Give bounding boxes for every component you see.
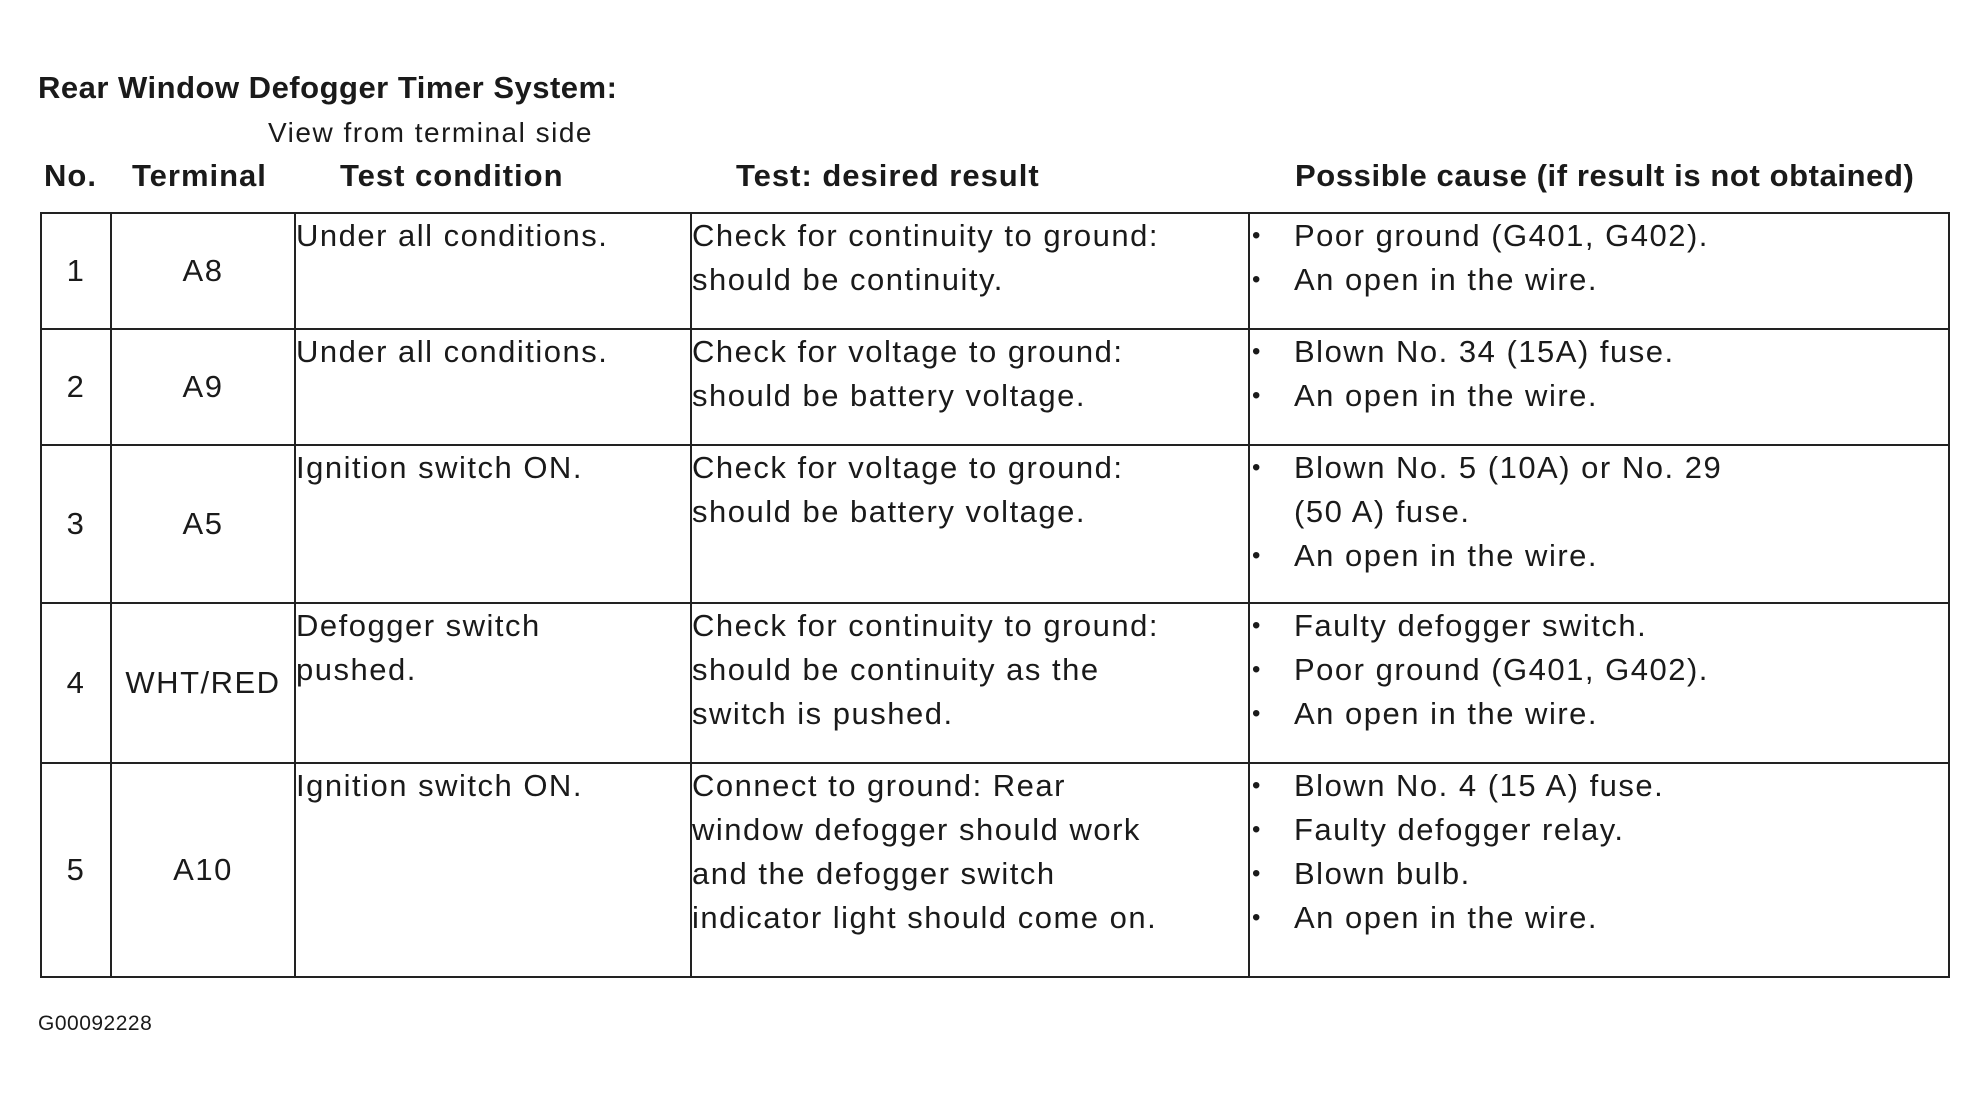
figure-id: G00092228 (38, 1012, 153, 1035)
bullet-icon: • (1252, 382, 1262, 409)
cause-text: An open in the wire. (1294, 696, 1599, 731)
cause-text: Blown bulb. (1294, 856, 1471, 891)
cause-item (1250, 446, 1948, 534)
header-possible-cause: Possible cause (if result is not obtained) (1295, 158, 1915, 193)
possible-cause-cell (1249, 445, 1949, 603)
test-condition-cell: Defogger switch pushed. (295, 603, 691, 763)
test-condition-cell: Ignition switch ON. (295, 445, 691, 603)
cause-item (1250, 852, 1948, 896)
cause-item (1250, 258, 1948, 302)
cause-text: Blown No. 5 (10A) or No. 29 (50 A) fuse. (1294, 450, 1723, 529)
bullet-icon: • (1252, 772, 1262, 799)
bullet-icon: • (1252, 860, 1262, 887)
cause-list (1250, 446, 1948, 578)
cause-item (1250, 648, 1948, 692)
cause-text: An open in the wire. (1294, 378, 1599, 413)
bullet-icon: • (1252, 266, 1262, 293)
header-desired-result: Test: desired result (736, 158, 1040, 193)
cause-item (1250, 604, 1948, 648)
cause-list (1250, 764, 1948, 940)
bullet-icon: • (1252, 656, 1262, 683)
possible-cause-cell (1249, 763, 1949, 977)
cause-item (1250, 214, 1948, 258)
cause-text: An open in the wire. (1294, 538, 1599, 573)
terminal-cell: WHT/RED (111, 603, 295, 763)
terminal-cell: A10 (111, 763, 295, 977)
row-number: 5 (41, 763, 111, 977)
cause-list (1250, 330, 1948, 418)
test-condition-cell: Under all conditions. (295, 213, 691, 329)
terminal-cell: A9 (111, 329, 295, 445)
cause-item (1250, 692, 1948, 736)
cause-list (1250, 604, 1948, 736)
cause-item (1250, 808, 1948, 852)
desired-result-cell: Check for continuity to ground: should be continuity as the switch is pushed. (691, 603, 1249, 763)
desired-result-cell: Check for voltage to ground: should be battery voltage. (691, 445, 1249, 603)
bullet-icon: • (1252, 612, 1262, 639)
cause-item (1250, 374, 1948, 418)
test-table (40, 212, 1950, 978)
row-number: 2 (41, 329, 111, 445)
cause-text: Faulty defogger switch. (1294, 608, 1648, 643)
possible-cause-cell (1249, 329, 1949, 445)
row-number: 3 (41, 445, 111, 603)
cause-text: Blown No. 34 (15A) fuse. (1294, 334, 1675, 369)
bullet-icon: • (1252, 338, 1262, 365)
header-terminal: Terminal (132, 158, 267, 193)
cause-text: Poor ground (G401, G402). (1294, 218, 1709, 253)
cause-item (1250, 330, 1948, 374)
terminal-cell: A8 (111, 213, 295, 329)
possible-cause-cell (1249, 603, 1949, 763)
desired-result-cell: Check for voltage to ground: should be battery voltage. (691, 329, 1249, 445)
table-row (41, 763, 1949, 977)
bullet-icon: • (1252, 904, 1262, 931)
row-number: 1 (41, 213, 111, 329)
cause-text: An open in the wire. (1294, 262, 1599, 297)
table-row (41, 445, 1949, 603)
header-no: No. (44, 158, 97, 193)
cause-text: Blown No. 4 (15 A) fuse. (1294, 768, 1665, 803)
cause-text: Poor ground (G401, G402). (1294, 652, 1709, 687)
table-row (41, 603, 1949, 763)
terminal-cell: A5 (111, 445, 295, 603)
cause-list (1250, 214, 1948, 302)
desired-result-cell: Connect to ground: Rear window defogger should work and the defogger switch indicator light should come on. (691, 763, 1249, 977)
cause-text: Faulty defogger relay. (1294, 812, 1625, 847)
view-note: View from terminal side (268, 117, 593, 148)
cause-text: An open in the wire. (1294, 900, 1599, 935)
cause-item (1250, 896, 1948, 940)
bullet-icon: • (1252, 700, 1262, 727)
test-condition-cell: Under all conditions. (295, 329, 691, 445)
bullet-icon: • (1252, 542, 1262, 569)
cause-item (1250, 764, 1948, 808)
page-title: Rear Window Defogger Timer System: (38, 70, 618, 105)
bullet-icon: • (1252, 222, 1262, 249)
header-test-condition: Test condition (340, 158, 564, 193)
possible-cause-cell (1249, 213, 1949, 329)
test-condition-cell: Ignition switch ON. (295, 763, 691, 977)
desired-result-cell: Check for continuity to ground: should be continuity. (691, 213, 1249, 329)
table-row (41, 213, 1949, 329)
cause-item (1250, 534, 1948, 578)
table-row (41, 329, 1949, 445)
bullet-icon: • (1252, 816, 1262, 843)
bullet-icon: • (1252, 454, 1262, 481)
row-number: 4 (41, 603, 111, 763)
